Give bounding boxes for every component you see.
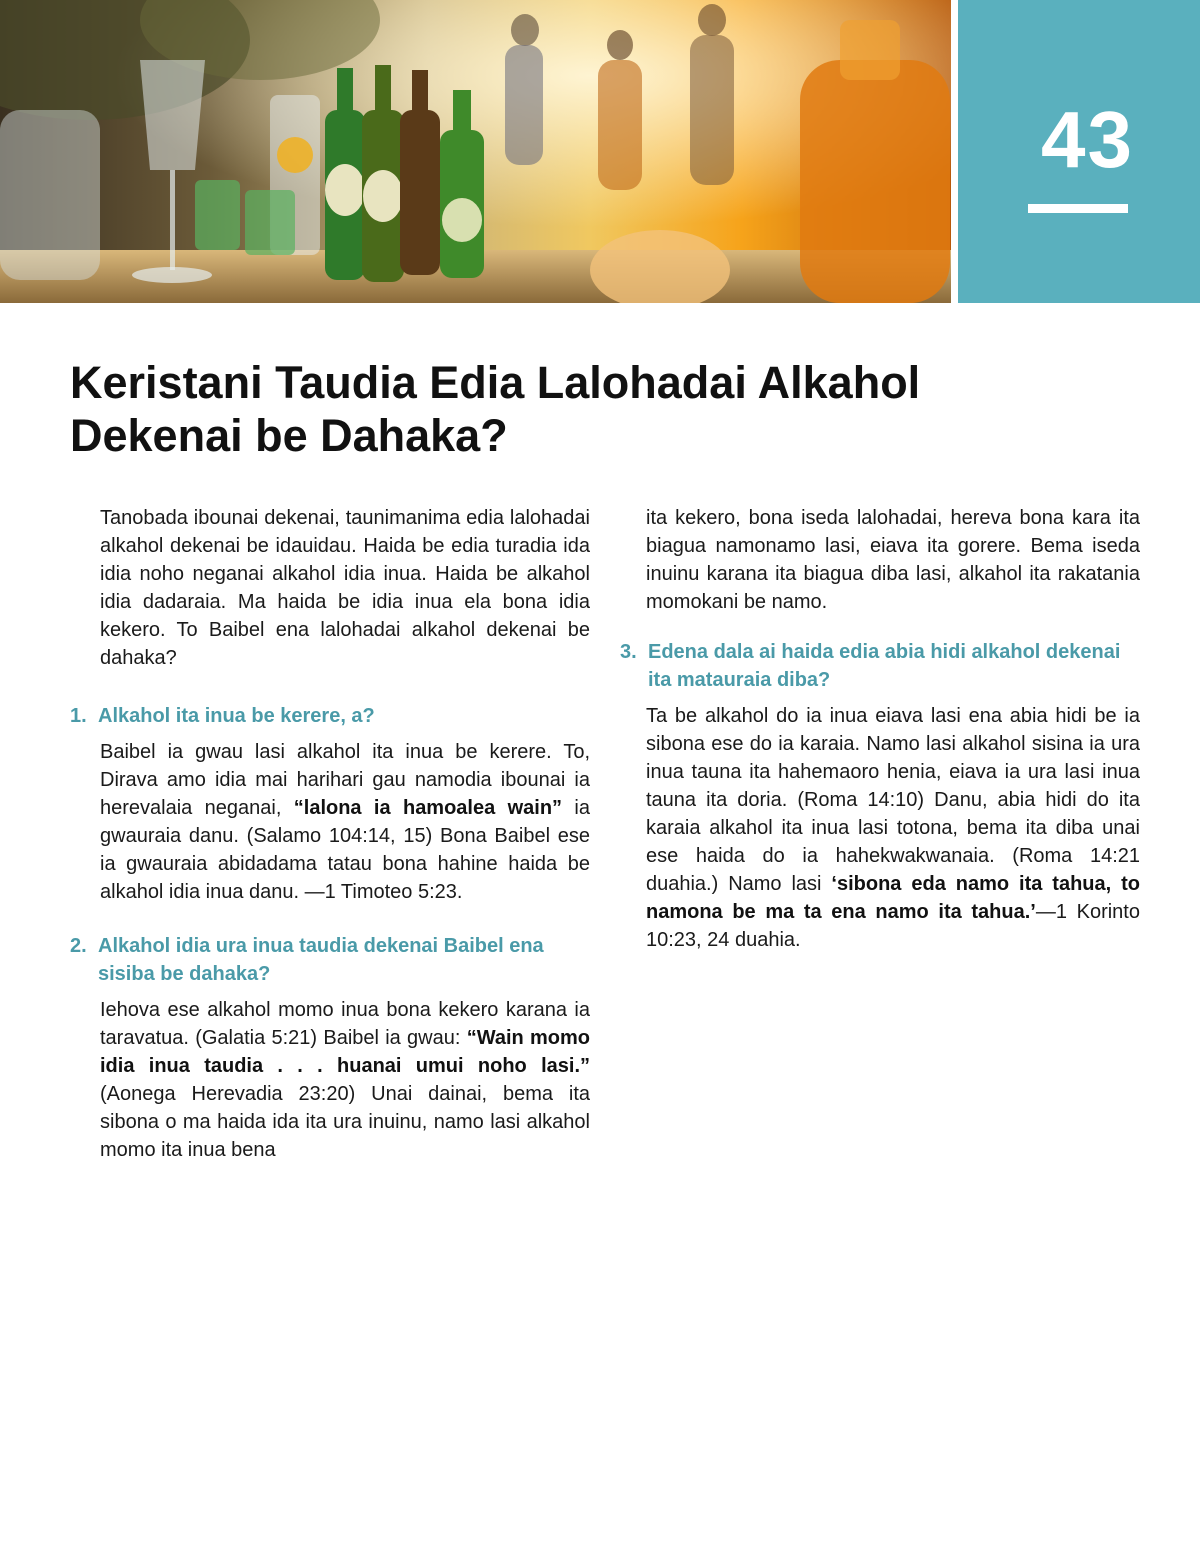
header-photo — [0, 0, 951, 303]
question-number: 3. — [620, 641, 637, 663]
question-1 — [70, 702, 590, 730]
question-number: 1. — [70, 705, 87, 727]
lesson-number: 43 — [1041, 95, 1134, 184]
answer-2 — [100, 996, 590, 1164]
answer-text: —1 Korinto 10:23, 24 duahia. — [646, 901, 1140, 951]
question-number: 2. — [70, 935, 87, 957]
answer-text: Ta be alkahol do ia inua eiava lasi ena abia hidi be ia sibona ese do ia karaia. Namo lasi alkahol sisina ia ura inua tauna ita hahemaoro henia, eiava ia ura lasi inua tauna ita doria. (Roma 14:10) Danu, abia hidi do ita karaia alkahol ita inua lasi totona, bema ita diba unai ese haida do ia hahekwakwanaia. (Roma 14:21 duahia.) Namo lasi — [646, 705, 1140, 895]
answer-1 — [100, 738, 590, 906]
answer-2-continuation: ita kekero, bona iseda lalohadai, hereva bona kara ita biagua namonamo lasi, eiava ita gorere. Bema iseda inuinu karana ita biagua diba lasi, alkahol ita rakatania momokani be namo. — [646, 507, 1140, 613]
page-title: Keristani Taudia Edia Lalohadai Alkahol Dekenai be Dahaka? — [70, 357, 921, 461]
right-column — [620, 504, 1140, 954]
intro-paragraph: Tanobada ibounai dekenai, taunimanima edia lalohadai alkahol dekenai be idauidau. Haida be edia turadia ida idia noho neganai alkahol idia inua. Haida be alkahol idia dadaraia. Ma haida be idia inua ela bona idia kekero. To Baibel ena lalohadai alkahol dekenai be dahaka? — [100, 507, 590, 669]
question-text: Alkahol ita inua be kerere, a? — [98, 705, 375, 727]
badge-underline — [1028, 204, 1128, 213]
question-text: Edena dala ai haida edia abia hidi alkahol dekenai ita matauraia diba? — [648, 641, 1121, 691]
scripture-quote: ‘sibona eda namo ita tahua, to namona be ma ta ena namo ita tahua.’ — [646, 873, 1140, 923]
answer-text: Baibel ia gwau lasi alkahol ita inua be kerere. To, Dirava amo idia mai harihari gau namodia ibounai ia herevalaia neganai, — [100, 741, 590, 819]
scripture-quote: “lalona ia hamoalea wain” — [293, 797, 563, 819]
question-3 — [620, 638, 1140, 694]
answer-text: (Aonega Herevadia 23:20) Unai dainai, bema ita sibona o ma haida ida ita ura inuinu, namo lasi alkahol momo ita inua bena — [100, 1083, 590, 1161]
party-drinks-illustration — [0, 0, 951, 303]
answer-text: Iehova ese alkahol momo inua bona kekero karana ia taravatua. (Galatia 5:21) Baibel ia gwau: — [100, 999, 590, 1049]
question-text: Alkahol idia ura inua taudia dekenai Baibel ena sisiba be dahaka? — [98, 935, 544, 985]
scripture-quote: “Wain momo idia inua taudia . . . huanai umui noho lasi.” — [100, 1027, 591, 1077]
answer-3 — [646, 702, 1140, 954]
question-2 — [70, 932, 590, 988]
left-column — [70, 504, 590, 1164]
answer-text: ia gwauraia danu. (Salamo 104:14, 15) Bona Baibel ese ia gwauraia abidadama tatau bona hahine haida be alkahol idia inua danu. —1 Timoteo 5:23. — [100, 797, 590, 903]
lesson-number-badge — [958, 0, 1200, 303]
